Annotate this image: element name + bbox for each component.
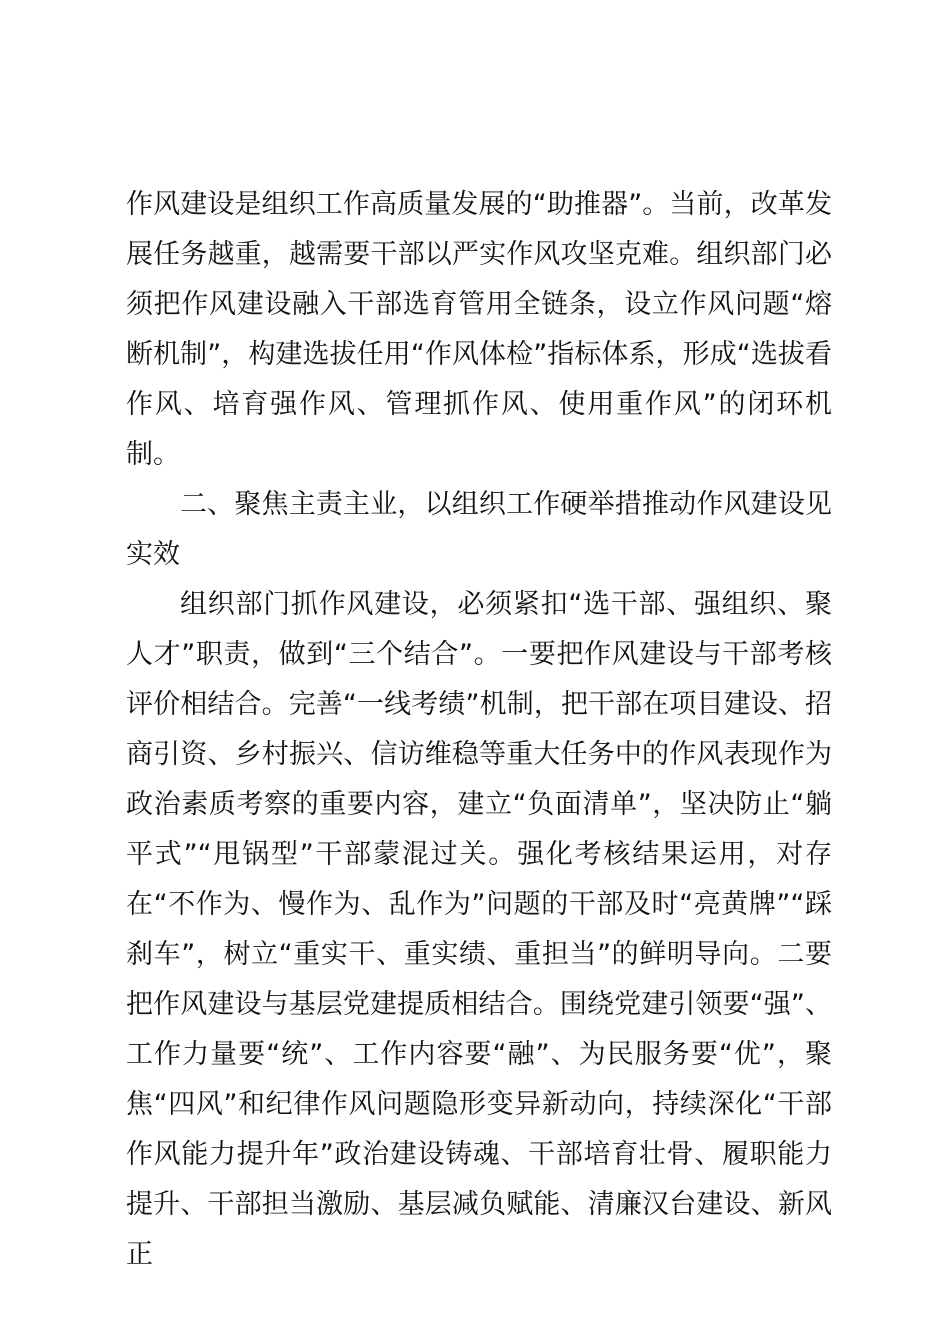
paragraph: 组织部门抓作风建设，必须紧扣“选干部、强组织、聚人才”职责，做到“三个结合”。一要把作风建设与干部考核评价相结合。完善“一线考绩”机制，把干部在项目建设、招商引资、乡村振兴、信访维稳等重大任务中的作风表现作为政治素质考察的重要内容，建立“负面清单”，坚决防止“躺平式”“甩锅型”干部蒙混过关。强化考核结果运用，对存在“不作为、慢作为、乱作为”问题的干部及时“亮黄牌”“踩刹车”，树立“重实干、重实绩、重担当”的鲜明导向。二要把作风建设与基层党建提质相结合。围绕党建引领要“强”、工作力量要“统”、工作内容要“融”、为民服务要“优”，聚焦“四风”和纪律作风问题隐形变异新动向，持续深化“干部作风能力提升年”政治建设铸魂、干部培育壮骨、履职能力提升、干部担当激励、基层减负赋能、清廉汉台建设、新风正 [126, 589, 832, 1270]
document-body [126, 180, 832, 1280]
paragraph-continuation: 作风建设是组织工作高质量发展的“助推器”。当前，改革发展任务越重，越需要干部以严实作风攻坚克难。组织部门必须把作风建设融入干部选育管用全链条，设立作风问题“熔断机制”，构建选拔任用“作风体检”指标体系，形成“选拔看作风、培育强作风、管理抓作风、使用重作风”的闭环机制。 [126, 189, 832, 470]
section-heading: 二、聚焦主责主业，以组织工作硬举措推动作风建设见实效 [126, 489, 832, 570]
